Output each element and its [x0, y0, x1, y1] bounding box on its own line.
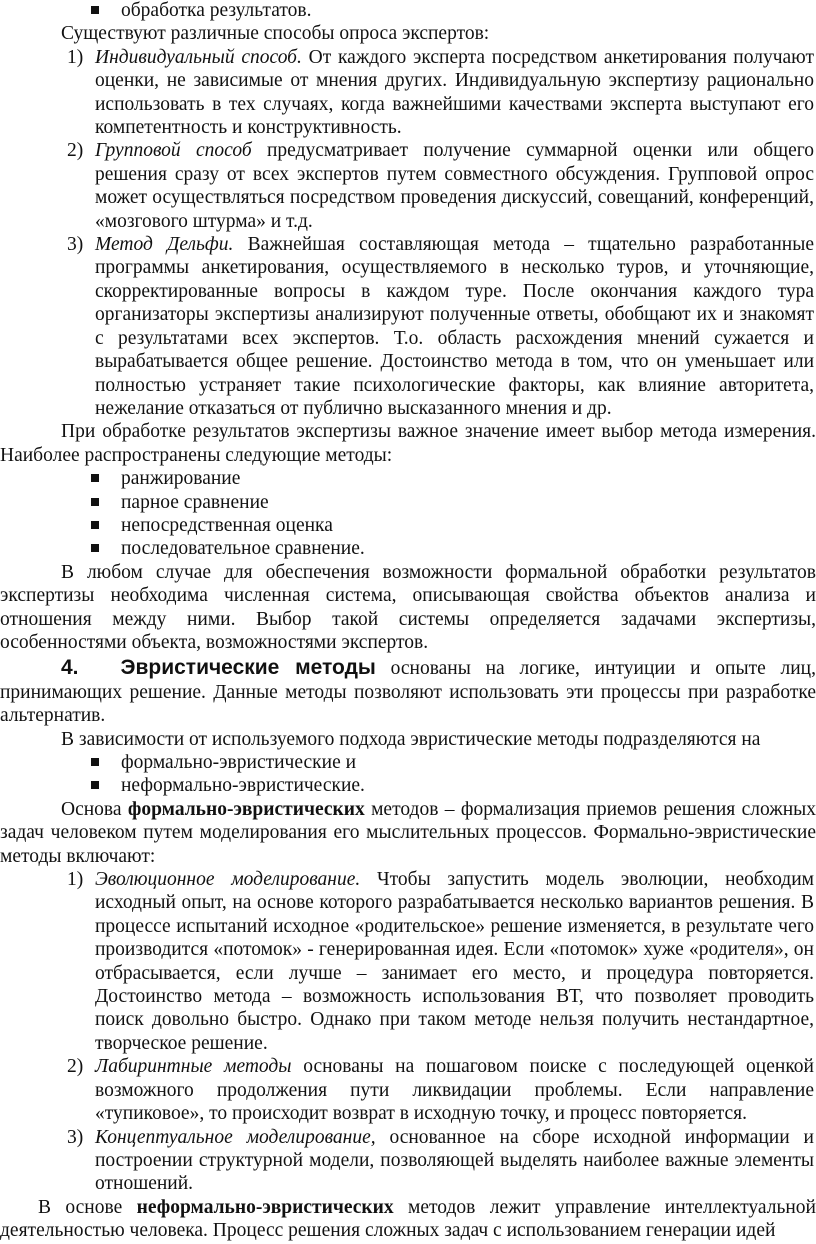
- list-item: непосредственная оценка: [0, 514, 816, 537]
- item-number: 1): [67, 869, 84, 891]
- section-title: Эвристические методы: [120, 656, 376, 680]
- bold-term: формально-эвристических: [127, 798, 365, 820]
- method-text: основаны на пошаговом поиске с последующей оценкой возможного продолжения пути ликвидации проблемы. Если направление «тупиковое», то происходит возврат в исходную точку, и процесс повторяется.: [95, 1056, 814, 1125]
- formal-paragraph: [0, 798, 816, 868]
- top-bullet-list: [0, 0, 816, 22]
- method-text: Важнейшая составляющая метода – тщательно разработанные программы анкетирования, осуществляемого в несколько туров, и уточняющие, скорректированные вопросы в каждом туре. После окончания каждого тура организаторы экспертизы анализируют полученные ответы, обобщают их и знакомят с результатами всех экспертов. Т.о. область расхождения мнений сужается и вырабатывается общее решение. Достоинство метода в том, что он уменьшает или полностью устраняет такие психологические факторы, как влияние авторитета, нежелание отказаться от публично высказанного мнения и др.: [95, 234, 814, 419]
- list-item: [0, 233, 816, 420]
- heuristic-types-list: [0, 751, 816, 798]
- section-heading: [0, 656, 816, 727]
- item-number: 2): [67, 140, 84, 162]
- method-text: От каждого эксперта посредством анкетирования получают оценки, не зависимые от мнения других. Индивидуальную экспертизу рационально использовать в тех случаях, когда важнейшими качествами эксперта выступают его компетентность и конструктивность.: [95, 46, 815, 139]
- item-number: 3): [67, 1126, 84, 1148]
- method-name: Концептуальное моделирование,: [95, 1126, 376, 1148]
- list-item: обработка результатов.: [0, 0, 816, 22]
- subdivide-paragraph: В зависимости от используемого подхода эвристические методы подразделяются на: [61, 728, 761, 750]
- list-item: [0, 139, 816, 233]
- list-item: [0, 1055, 816, 1125]
- list-item: формально-эвристические и: [0, 751, 816, 774]
- method-name: Эволюционное моделирование.: [95, 869, 361, 891]
- item-number: 3): [67, 234, 84, 256]
- numeric-system-paragraph: В любом случае для обеспечения возможности формальной обработки результатов экспертизы необходима численная система, описывающая свойства объектов анализа и отношения между ними. Выбор такой системы определяется задачами экспертизы, особенностями объекта, возможностями экспертов.: [0, 561, 816, 653]
- method-text: предусматривает получение суммарной оценки или общего решения сразу от всех экспертов путем совместного обсуждения. Групповой опрос может осуществляться посредством проведения дискуссий, совещаний, конференций, «мозгового штурма» и т.д.: [95, 140, 815, 232]
- item-number: 2): [67, 1056, 84, 1078]
- survey-methods-list: [0, 46, 816, 421]
- bold-term: неформально-эвристических: [136, 1196, 394, 1218]
- method-name: Метод Дельфи.: [95, 234, 234, 256]
- item-number: 1): [67, 46, 84, 68]
- method-text: Чтобы запустить модель эволюции, необходим исходный опыт, на основе которого разрабатывается несколько вариантов решения. В процессе испытаний исходное «родительское» решение изменяется, в результате чего производится «потомок» - генерированная идея. Если «потомок» хуже «родителя», он отбрасывается, если лучше – занимает его место, и процедура повторяется. Достоинство метода – возможность использования ВТ, что позволяет проводить поиск довольно быстро. Однако при таком методе нельзя получить нестандартное, творческое решение.: [95, 869, 814, 1054]
- measurement-methods-list: [0, 467, 816, 561]
- section-intro-text: основаны на логике, интуиции и опыте лиц, принимающих решение. Данные методы позволяют использовать эти процессы при разработке альтернатив.: [0, 658, 816, 727]
- text-run: Основа: [61, 798, 128, 820]
- list-item: неформально-эвристические.: [0, 774, 816, 797]
- text-run: методов – формализация приемов решения сложных задач человеком путем моделирования его мыслительных процессов. Формально-эвристические методы включают:: [0, 798, 816, 867]
- list-item: парное сравнение: [0, 491, 816, 514]
- methods-intro-paragraph: Существуют различные способы опроса экспертов:: [61, 23, 490, 45]
- formal-methods-list: [0, 868, 816, 1196]
- list-item: [0, 1126, 816, 1196]
- method-name: Индивидуальный способ.: [95, 46, 302, 68]
- text-run: В основе: [38, 1196, 137, 1218]
- section-number: 4.: [61, 656, 79, 680]
- informal-paragraph: [0, 1196, 816, 1243]
- list-item: [0, 46, 816, 140]
- method-name: Лабиринтные методы: [95, 1056, 292, 1078]
- method-text: основанное на сборе исходной информации и построении структурной модели, позволяющей выделять наиболее важные элементы отношений.: [95, 1126, 814, 1195]
- list-item: последовательное сравнение.: [0, 537, 816, 560]
- measurement-paragraph: При обработке результатов экспертизы важное значение имеет выбор метода измерения. Наиболее распространены следующие методы:: [0, 421, 816, 466]
- text-run: методов лежит управление интеллектуальной деятельностью человека. Процесс решения сложных задач с использованием генерации идей: [0, 1196, 816, 1242]
- list-item: [0, 868, 816, 1055]
- method-name: Групповой способ: [95, 140, 252, 162]
- list-item: ранжирование: [0, 467, 816, 490]
